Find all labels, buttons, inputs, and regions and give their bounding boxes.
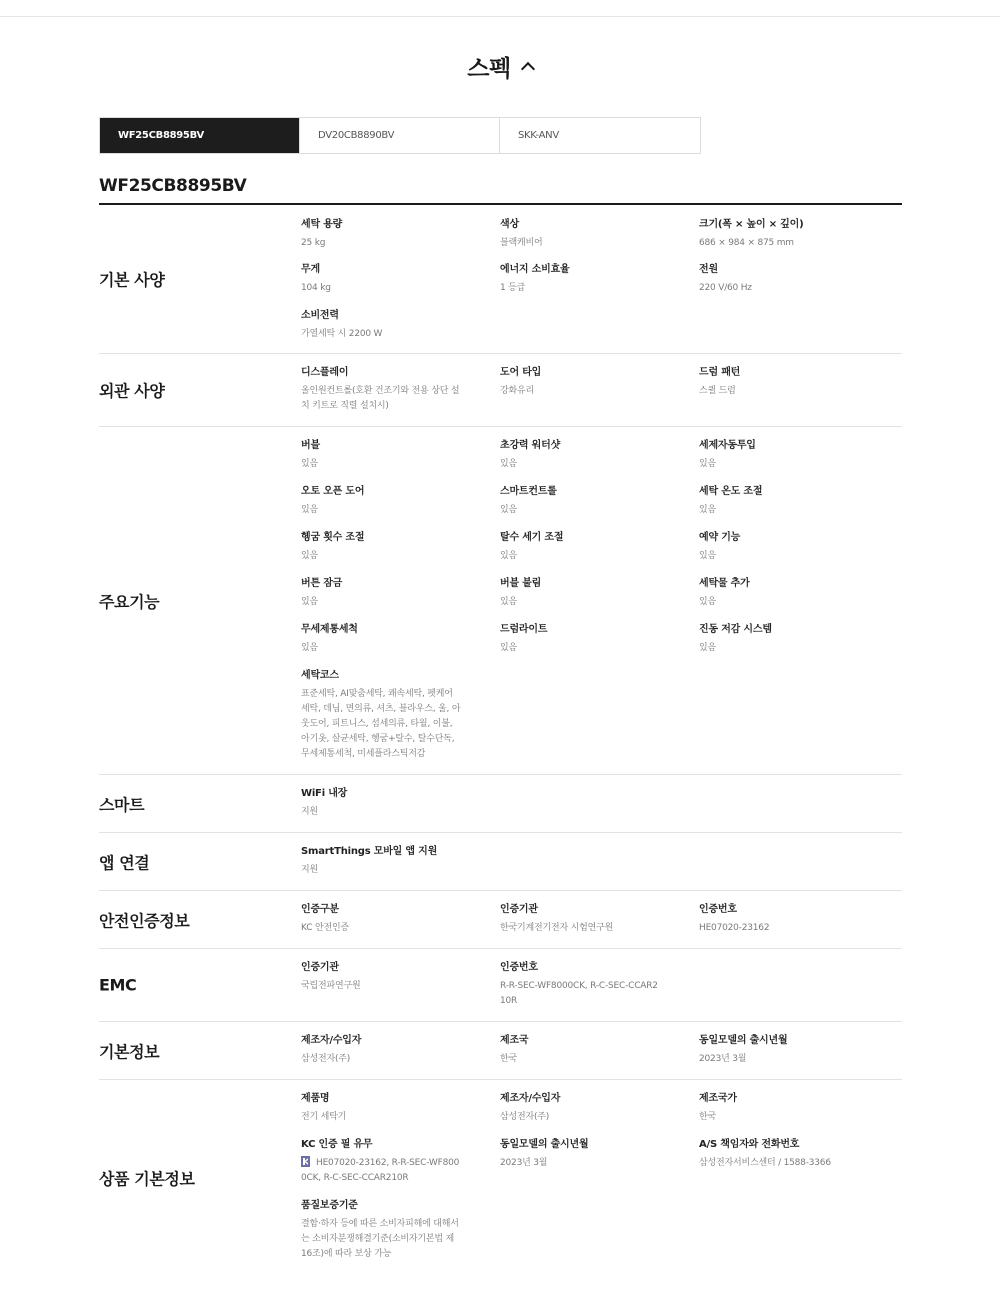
spec-item (500, 903, 672, 936)
spec-value: 있음 (301, 643, 318, 653)
spec-item (301, 623, 473, 656)
spec-label: 세제자동투입 (699, 440, 756, 451)
section-title: 스마트 (99, 795, 145, 814)
spec-item (301, 845, 491, 878)
spec-label: 동일모델의 출시년월 (699, 1035, 788, 1046)
spec-value: 있음 (500, 551, 517, 561)
top-divider (0, 16, 1000, 17)
spec-label: 제품명 (301, 1093, 330, 1104)
spec-item (699, 439, 871, 472)
spec-item (301, 531, 473, 564)
spec-label: 동일모델의 출시년월 (500, 1139, 589, 1150)
spec-label: 진동 저감 시스템 (699, 624, 772, 635)
spec-value: 전기 세탁기 (301, 1112, 347, 1122)
spec-item (500, 263, 672, 296)
spec-value: 25 kg (301, 238, 326, 248)
spec-item (301, 263, 473, 296)
spec-item (301, 485, 473, 518)
spec-value: 있음 (301, 597, 318, 607)
spec-label: 제조국가 (699, 1093, 737, 1104)
spec-label: 인증구분 (301, 904, 339, 915)
spec-label: 인증기관 (500, 904, 538, 915)
spec-item (301, 787, 473, 820)
spec-value: HE07020-23162, R-R-SEC-WF8000CK, R-C-SEC-CCAR210R (301, 1158, 460, 1183)
spec-value: KC 안전인증 (301, 923, 349, 933)
chevron-up-icon (521, 62, 535, 76)
spec-value: 2023년 3월 (500, 1158, 548, 1168)
spec-item (699, 1092, 871, 1125)
spec-value: 국립전파연구원 (301, 981, 361, 991)
section-exterior (99, 354, 902, 427)
spec-item (301, 309, 473, 342)
spec-value: 있음 (500, 459, 517, 469)
spec-item (301, 1138, 461, 1186)
spec-item (699, 903, 871, 936)
spec-value: 결함·하자 등에 따른 소비자피해에 대해서는 소비자분쟁해결기준(소비자기본법 제16조)에 따라 보상 가능 (301, 1219, 459, 1259)
spec-label: 도어 타입 (500, 367, 542, 378)
section-title: 기본 사양 (99, 270, 165, 290)
spec-value: 있음 (301, 505, 318, 515)
spec-value: 스퀼 드럼 (699, 386, 736, 396)
spec-item (699, 531, 871, 564)
spec-value: 삼성전자서비스센터 / 1588-3366 (699, 1158, 831, 1168)
spec-value: 있음 (500, 643, 517, 653)
spec-item (699, 1034, 871, 1067)
spec-label: 제조국 (500, 1035, 529, 1046)
spec-item (500, 531, 672, 564)
spec-label: 예약 기능 (699, 532, 741, 543)
spec-label: 버블 불림 (500, 578, 542, 589)
spec-value: HE07020-23162 (699, 923, 770, 933)
spec-label: 인증번호 (500, 962, 538, 973)
spec-item (699, 485, 871, 518)
spec-label: 인증기관 (301, 962, 339, 973)
spec-label: 버블 (301, 440, 320, 451)
spec-item (500, 218, 672, 251)
spec-item (301, 1092, 473, 1125)
spec-item (699, 577, 871, 610)
spec-heading: 스펙 (467, 56, 511, 82)
section-title: 상품 기본정보 (99, 1169, 195, 1189)
tab-skk-anv[interactable]: SKK-ANV (518, 130, 559, 141)
spec-value: 있음 (699, 459, 716, 469)
section-title: 기본정보 (99, 1042, 160, 1061)
spec-label: 무게 (301, 264, 320, 275)
spec-value-with-icon (301, 1156, 461, 1186)
spec-label: 세탁코스 (301, 670, 339, 681)
spec-value: 있음 (500, 505, 517, 515)
spec-toggle[interactable] (0, 50, 1000, 83)
spec-item (500, 1092, 672, 1125)
spec-item (301, 439, 473, 472)
spec-value: 지원 (301, 865, 318, 875)
spec-value: 686 × 984 × 875 mm (699, 238, 794, 248)
spec-value: 지원 (301, 807, 318, 817)
spec-value: 삼성전자(주) (500, 1112, 550, 1122)
section-title: 안전인증정보 (99, 911, 190, 930)
spec-value: 있음 (500, 597, 517, 607)
spec-label: 전원 (699, 264, 718, 275)
spec-item (699, 623, 871, 656)
spec-value: 블랙캐비어 (500, 238, 543, 248)
section-title: EMC (99, 975, 137, 995)
spec-item (301, 669, 463, 762)
spec-label: 무세제통세척 (301, 624, 358, 635)
section-app (99, 833, 902, 891)
spec-label: 탈수 세기 조절 (500, 532, 564, 543)
spec-item (301, 1034, 473, 1067)
spec-label: 색상 (500, 219, 519, 230)
spec-label: SmartThings 모바일 앱 지원 (301, 846, 438, 857)
spec-label: 소비전력 (301, 310, 339, 321)
spec-label: 오토 오픈 도어 (301, 486, 365, 497)
spec-value: 있음 (699, 643, 716, 653)
spec-value: 표준세탁, AI맞춤세탁, 쾌속세탁, 펫케어 세탁, 데님, 면의류, 셔츠, 블라우스, 울, 아웃도어, 피트니스, 섬세의류, 타월, 이불, 아기옷, 살균세탁, 헹굼+탈수, 탈수단독, 무세제통세척, 미세플라스틱저감 (301, 689, 461, 759)
tab-dv20cb8890bv[interactable]: DV20CB8890BV (300, 118, 500, 153)
spec-label: 에너지 소비효율 (500, 264, 570, 275)
kc-mark-icon (301, 1156, 310, 1167)
spec-item (301, 218, 473, 251)
spec-item (301, 903, 473, 936)
spec-label: 디스플레이 (301, 367, 349, 378)
section-info (99, 1022, 902, 1080)
section-title: 앱 연결 (99, 853, 150, 872)
section-product (99, 1080, 902, 1276)
spec-value: 삼성전자(주) (301, 1054, 351, 1064)
spec-label: 버튼 잠금 (301, 578, 343, 589)
spec-label: A/S 책임자와 전화번호 (699, 1139, 800, 1150)
spec-value: 있음 (699, 551, 716, 561)
spec-item (699, 263, 871, 296)
section-title: 주요기능 (99, 592, 160, 611)
spec-value: 한국 (500, 1054, 517, 1064)
spec-label: 제조자/수입자 (301, 1035, 362, 1046)
spec-value: 있음 (301, 551, 318, 561)
spec-label: 크기(폭 × 높이 × 깊이) (699, 219, 804, 230)
spec-value: 강화유리 (500, 386, 534, 396)
section-emc (99, 949, 902, 1022)
spec-label: WiFi 내장 (301, 788, 348, 799)
spec-item (500, 961, 660, 1009)
spec-item (500, 485, 672, 518)
spec-value: 한국 (699, 1112, 716, 1122)
spec-value: 있음 (301, 459, 318, 469)
spec-value: 가열세탁 시 2200 W (301, 329, 383, 339)
spec-item (500, 366, 672, 399)
spec-item (699, 218, 871, 251)
spec-label: 품질보증기준 (301, 1200, 358, 1211)
section-smart (99, 775, 902, 833)
spec-label: 스마트컨트롤 (500, 486, 557, 497)
spec-value: 올인원컨트롤(호환 건조기와 전용 상단 설치 키트로 직렬 설치시) (301, 386, 460, 411)
tab-wf25cb8895bv[interactable]: WF25CB8895BV (100, 118, 300, 153)
spec-label: 세탁물 추가 (699, 578, 750, 589)
model-title: WF25CB8895BV (99, 176, 247, 196)
spec-label: 세탁 용량 (301, 219, 343, 230)
section-safety (99, 891, 902, 949)
spec-label: KC 인증 필 유무 (301, 1139, 373, 1150)
spec-label: 인증번호 (699, 904, 737, 915)
spec-item (699, 1138, 894, 1171)
spec-label: 드럼 패턴 (699, 367, 741, 378)
spec-item (500, 623, 672, 656)
spec-item (301, 961, 473, 994)
spec-item (500, 439, 672, 472)
spec-label: 세탁 온도 조절 (699, 486, 763, 497)
section-title: 외관 사양 (99, 381, 165, 401)
model-tabs (99, 117, 701, 154)
spec-item (301, 1199, 463, 1262)
spec-item (500, 577, 672, 610)
spec-value: 1 등급 (500, 283, 526, 293)
spec-label: 초강력 워터샷 (500, 440, 561, 451)
spec-item (500, 1138, 672, 1171)
spec-item (699, 366, 871, 399)
spec-label: 제조자/수입자 (500, 1093, 561, 1104)
spec-value: R-R-SEC-WF8000CK, R-C-SEC-CCAR210R (500, 981, 658, 1006)
spec-item (301, 366, 466, 414)
spec-sections (99, 205, 902, 1276)
spec-value: 한국기계전기전자 시험연구원 (500, 923, 614, 933)
spec-label: 헹굼 횟수 조절 (301, 532, 365, 543)
section-features (99, 427, 902, 775)
spec-value: 있음 (699, 505, 716, 515)
spec-item (301, 577, 473, 610)
spec-value: 있음 (699, 597, 716, 607)
spec-value: 2023년 3월 (699, 1054, 747, 1064)
spec-item (500, 1034, 672, 1067)
spec-label: 드럼라이트 (500, 624, 548, 635)
section-basic (99, 205, 902, 354)
spec-value: 104 kg (301, 283, 331, 293)
spec-value: 220 V/60 Hz (699, 283, 752, 293)
